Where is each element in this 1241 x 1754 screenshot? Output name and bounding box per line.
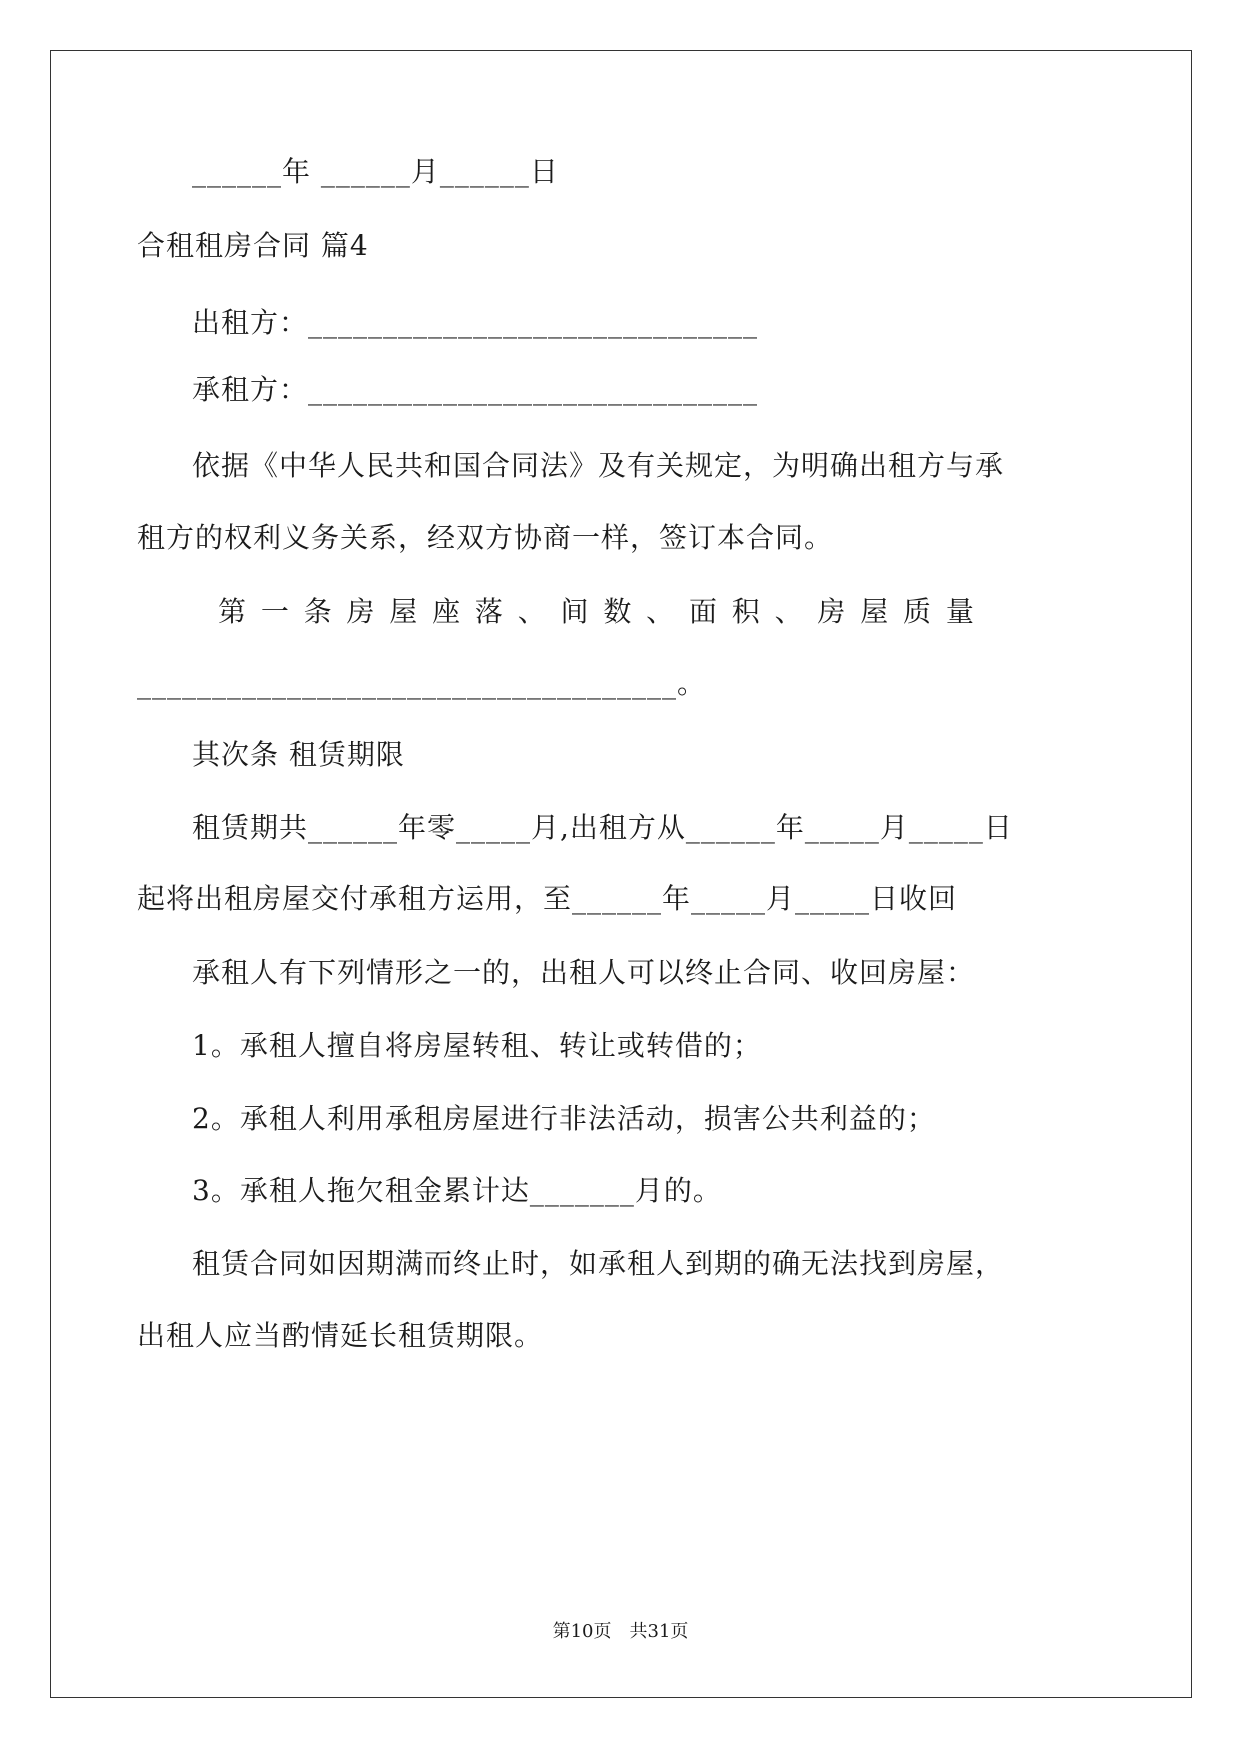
article1-char: 第 [218, 595, 247, 628]
page-number-footer: 第10页 共31页 [552, 1621, 689, 1642]
article1-char: 条 [303, 595, 332, 628]
article1-char: 、 [646, 595, 675, 628]
article1-char: 座 [432, 595, 461, 628]
article1-char: 质 [903, 595, 932, 628]
article1-char: 房 [817, 595, 846, 628]
lessor-line: 出租方：______________________________ [192, 306, 759, 339]
intro-paragraph-line1: 依据《中华人民共和国合同法》及有关规定，为明确出租方与承 [192, 449, 1005, 482]
article1-char: 积 [731, 595, 760, 628]
article1-char: 量 [945, 595, 974, 628]
termination-item-3: 3。承租人拖欠租金累计达_______月的。 [192, 1174, 722, 1207]
article1-char: 一 [260, 595, 289, 628]
lease-term-line1: 租赁期共______年零_____月,出租方从______年_____月_____日 [192, 811, 1013, 844]
article1-char: 落 [474, 595, 503, 628]
article1-char: 、 [774, 595, 803, 628]
article1-char: 面 [688, 595, 717, 628]
article1-char: 房 [346, 595, 375, 628]
renewal-paragraph-line2: 出租人应当酌情延长租赁期限。 [137, 1319, 544, 1352]
article1-char: 间 [560, 595, 589, 628]
section-heading: 合租租房合同 篇4 [137, 229, 369, 262]
termination-intro: 承租人有下列情形之一的，出租人可以终止合同、收回房屋： [192, 956, 976, 989]
termination-item-2: 2。承租人利用承租房屋进行非法活动，损害公共利益的； [192, 1102, 936, 1135]
article1-char: 屋 [860, 595, 889, 628]
article1-line2: ____________________________________。 [137, 667, 707, 700]
renewal-paragraph-line1: 租赁合同如因期满而终止时，如承租人到期的确无法找到房屋， [192, 1247, 1005, 1280]
article1-char: 屋 [389, 595, 418, 628]
lease-term-line2: 起将出租房屋交付承租方运用，至______年_____月_____日收回 [137, 882, 958, 915]
intro-paragraph-line2: 租方的权利义务关系，经双方协商一样，签订本合同。 [137, 521, 834, 554]
article1-char: 数 [603, 595, 632, 628]
date-line: ______年 ______月______日 [192, 155, 559, 188]
page-border [50, 50, 1192, 1698]
termination-item-1: 1。承租人擅自将房屋转租、转让或转借的； [192, 1029, 762, 1062]
lessee-line: 承租方：______________________________ [192, 373, 759, 406]
article2-title: 其次条 租赁期限 [192, 738, 405, 771]
article1-line1 [218, 594, 974, 630]
article1-char: 、 [517, 595, 546, 628]
